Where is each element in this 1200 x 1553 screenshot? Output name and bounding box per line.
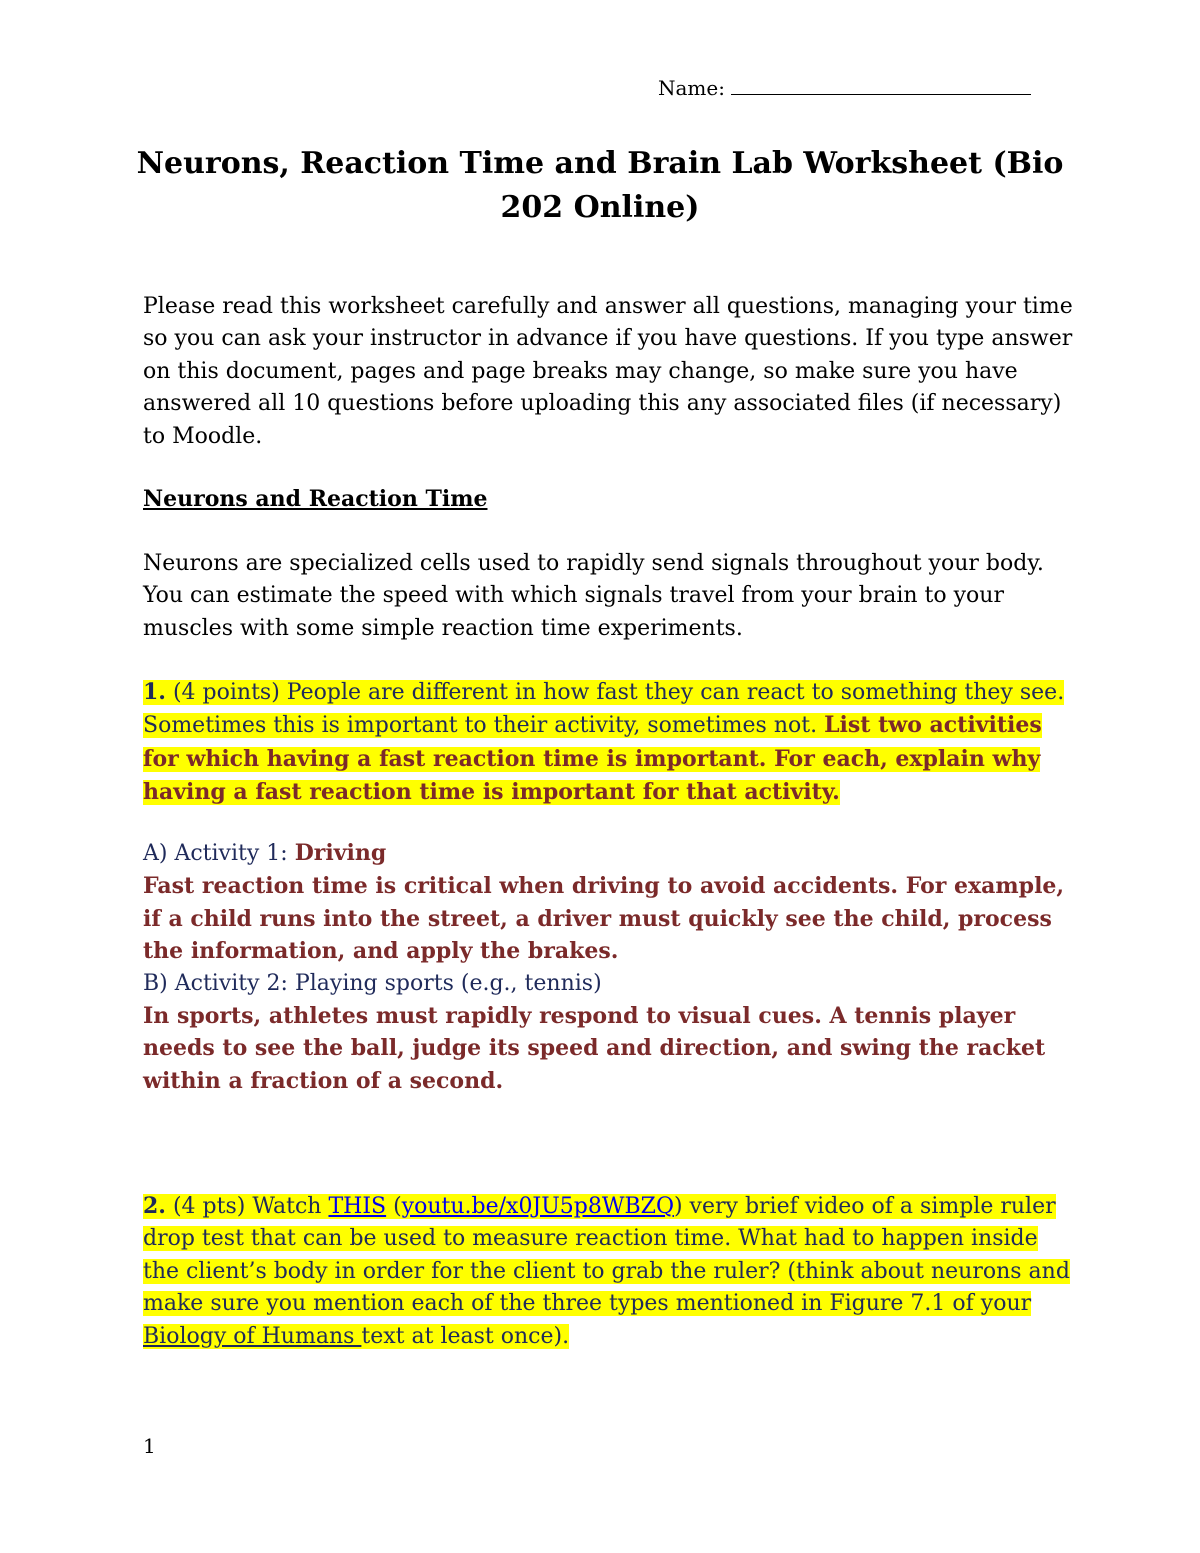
- q2-points: (4 pts) Watch: [165, 1194, 329, 1219]
- answer-a-label: A) Activity 1:: [143, 841, 295, 866]
- q1-text: People are different in how fast they can react to something they see. Sometimes this is important to their activity, sometimes not.: [143, 680, 1065, 739]
- name-blank-line[interactable]: [731, 74, 1031, 95]
- q1-prompt: List two activities for which having a fast reaction time is important. For each, explain why having a fast reaction time is important for that activity.: [143, 712, 1042, 806]
- q2-text-2: text at least once).: [361, 1323, 570, 1349]
- section-heading: Neurons and Reaction Time: [143, 486, 488, 512]
- name-label: Name:: [658, 76, 725, 100]
- answer-a-value: Driving: [294, 840, 387, 866]
- q2-number: 2.: [143, 1193, 166, 1219]
- answer-b-label: B) Activity 2: Playing sports (e.g., tennis): [143, 970, 602, 996]
- page-number: 1: [143, 1434, 156, 1458]
- section-paragraph: Neurons are specialized cells used to rapidly send signals throughout your body. You can estimate the speed with which signals travel from your brain to your muscles with some simple reaction time experiments.: [143, 551, 1044, 641]
- q1-number: 1.: [143, 679, 166, 705]
- worksheet-title: Neurons, Reaction Time and Brain Lab Worksheet (Bio 202 Online): [136, 146, 1064, 225]
- answer-b-text: In sports, athletes must rapidly respond to visual cues. A tennis player needs to see the ball, judge its speed and direction, and swing the racket within a fraction of a second.: [143, 1003, 1046, 1094]
- intro-paragraph: Please read this worksheet carefully and answer all questions, managing your time so you can ask your instructor in advance if you have questions. If you type answer on this document, pages and page breaks may change, so make sure you have answered all 10 questions before uploading this any associated files (if necessary) to Moodle.: [143, 294, 1073, 449]
- answer-a-text: Fast reaction time is critical when driving to avoid accidents. For example, if a child runs into the street, a driver must quickly see the child, process the information, and apply the brakes.: [143, 873, 1065, 965]
- q2-open-paren: (: [386, 1194, 402, 1219]
- name-field: [658, 74, 1031, 102]
- q2-text-1: ) very brief video of a simple ruler drop test that can be used to measure reaction time. What had to happen inside the client’s body in order for the client to grab the ruler? (think about neurons and make sure you mention each of the three types mentioned in Figure 7.1 of your: [143, 1194, 1070, 1317]
- video-url-link[interactable]: youtu.be/x0JU5p8WBZQ: [401, 1194, 674, 1219]
- book-title: Biology of Humans: [143, 1323, 362, 1349]
- q1-answer: [143, 837, 1073, 1097]
- question-2: [143, 1190, 1073, 1353]
- q1-points: (4 points): [165, 680, 287, 705]
- question-1: [143, 676, 1073, 810]
- video-link[interactable]: THIS: [328, 1194, 387, 1219]
